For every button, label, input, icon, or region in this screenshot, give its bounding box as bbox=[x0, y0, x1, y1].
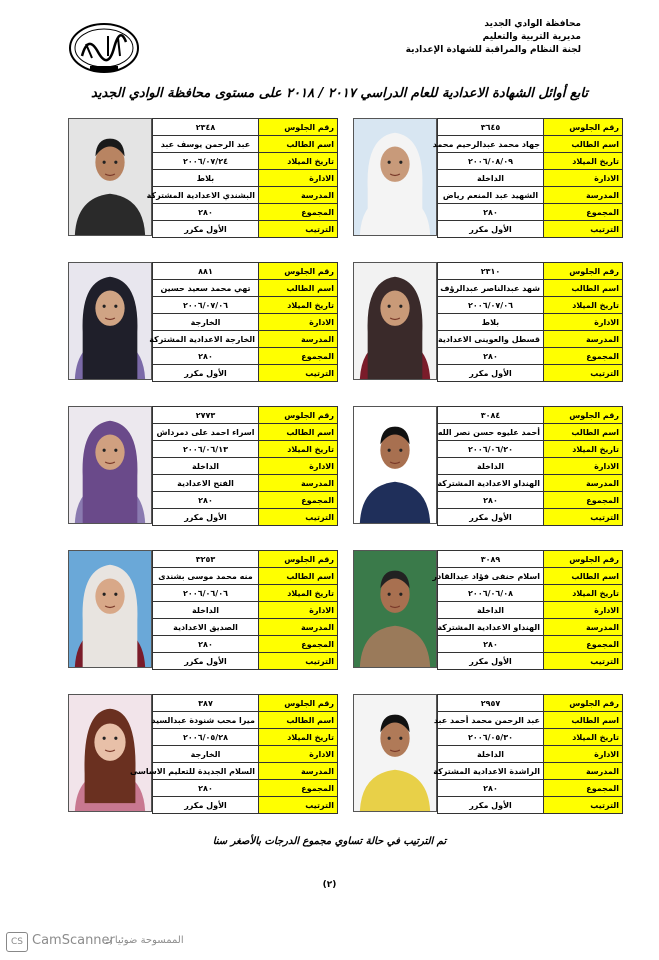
value-total: ٢٨٠ bbox=[153, 492, 259, 509]
value-school: البشندي الاعدادية المشتركة bbox=[153, 187, 259, 204]
value-admin: الخارجة bbox=[153, 746, 259, 763]
student-card bbox=[353, 262, 623, 382]
student-photo bbox=[68, 550, 152, 668]
value-seat: ٣٠٨٤ bbox=[438, 407, 544, 424]
label-rank: الترتيب bbox=[259, 221, 338, 238]
value-name: منه محمد موسى بشندى bbox=[153, 568, 259, 585]
value-admin: بلاط bbox=[438, 314, 544, 331]
label-school: المدرسة bbox=[259, 763, 338, 780]
label-birth: تاريخ الميلاد bbox=[544, 297, 623, 314]
label-name: اسم الطالب bbox=[544, 280, 623, 297]
info-row-rank bbox=[438, 221, 623, 238]
value-total: ٢٨٠ bbox=[153, 636, 259, 653]
camscanner-logo-icon: CS bbox=[6, 932, 28, 952]
value-rank: الأول مكرر bbox=[438, 797, 544, 814]
student-info-table bbox=[146, 118, 338, 238]
label-total: المجموع bbox=[544, 780, 623, 797]
student-card bbox=[68, 262, 338, 382]
value-total: ٢٨٠ bbox=[438, 780, 544, 797]
label-name: اسم الطالب bbox=[544, 424, 623, 441]
label-school: المدرسة bbox=[544, 331, 623, 348]
value-name: اسراء احمد على دمرداش bbox=[153, 424, 259, 441]
label-admin: الادارة bbox=[259, 458, 338, 475]
label-rank: الترتيب bbox=[544, 365, 623, 382]
label-admin: الادارة bbox=[259, 746, 338, 763]
page-number: (٢) bbox=[322, 880, 337, 890]
info-row-admin bbox=[438, 458, 623, 475]
label-rank: الترتيب bbox=[259, 653, 338, 670]
info-row-birth bbox=[438, 585, 623, 602]
value-birth: ٢٠٠٦/٠٦/٠٦ bbox=[153, 585, 259, 602]
label-seat: رقم الجلوس bbox=[259, 551, 338, 568]
value-seat: ٢٩٥٧ bbox=[438, 695, 544, 712]
label-name: اسم الطالب bbox=[259, 136, 338, 153]
info-row-total bbox=[153, 780, 338, 797]
info-row-seat bbox=[438, 551, 623, 568]
label-total: المجموع bbox=[259, 348, 338, 365]
label-admin: الادارة bbox=[544, 746, 623, 763]
info-row-school bbox=[438, 763, 623, 780]
label-rank: الترتيب bbox=[544, 221, 623, 238]
student-photo bbox=[353, 262, 437, 380]
info-row-total bbox=[153, 204, 338, 221]
label-seat: رقم الجلوس bbox=[259, 119, 338, 136]
camscanner-brand: CamScanner bbox=[32, 933, 115, 948]
value-school: الصديق الاعدادية bbox=[153, 619, 259, 636]
label-name: اسم الطالب bbox=[544, 712, 623, 729]
label-seat: رقم الجلوس bbox=[544, 119, 623, 136]
label-seat: رقم الجلوس bbox=[544, 263, 623, 280]
value-admin: الداخلة bbox=[438, 170, 544, 187]
info-row-admin bbox=[438, 746, 623, 763]
info-row-rank bbox=[153, 509, 338, 526]
label-admin: الادارة bbox=[544, 458, 623, 475]
value-seat: ٣٢٥٣ bbox=[153, 551, 259, 568]
info-row-birth bbox=[153, 297, 338, 314]
label-admin: الادارة bbox=[259, 602, 338, 619]
value-birth: ٢٠٠٦/٠٦/٢٠ bbox=[438, 441, 544, 458]
value-rank: الأول مكرر bbox=[153, 365, 259, 382]
info-row-total bbox=[438, 636, 623, 653]
label-school: المدرسة bbox=[544, 763, 623, 780]
info-row-total bbox=[153, 636, 338, 653]
value-total: ٢٨٠ bbox=[438, 204, 544, 221]
student-photo bbox=[353, 406, 437, 524]
student-info-table bbox=[433, 694, 623, 814]
info-row-admin bbox=[153, 746, 338, 763]
info-row-total bbox=[438, 492, 623, 509]
value-birth: ٢٠٠٦/٠٧/٢٤ bbox=[153, 153, 259, 170]
student-card bbox=[68, 118, 338, 238]
label-seat: رقم الجلوس bbox=[259, 407, 338, 424]
label-birth: تاريخ الميلاد bbox=[544, 729, 623, 746]
info-row-school bbox=[153, 475, 338, 492]
info-row-rank bbox=[438, 509, 623, 526]
info-row-name bbox=[438, 424, 623, 441]
value-rank: الأول مكرر bbox=[153, 221, 259, 238]
student-card bbox=[68, 550, 338, 670]
value-total: ٢٨٠ bbox=[438, 348, 544, 365]
info-row-seat bbox=[153, 263, 338, 280]
label-rank: الترتيب bbox=[259, 365, 338, 382]
value-name: عبد الرحمن يوسف عبد bbox=[153, 136, 259, 153]
header-line: محافظة الوادي الجديد bbox=[484, 19, 581, 29]
label-rank: الترتيب bbox=[259, 509, 338, 526]
student-card bbox=[353, 694, 623, 814]
student-info-table bbox=[149, 262, 338, 382]
header-line: لجنة النظام والمراقبة للشهادة الإعدادية bbox=[405, 45, 581, 55]
value-school: قسطل والعوينى الاعدادية bbox=[438, 331, 544, 348]
label-admin: الادارة bbox=[259, 314, 338, 331]
student-info-table bbox=[437, 406, 623, 526]
info-row-name bbox=[438, 136, 623, 153]
label-name: اسم الطالب bbox=[259, 712, 338, 729]
student-photo bbox=[353, 118, 437, 236]
value-seat: ٨٨١ bbox=[153, 263, 259, 280]
student-photo bbox=[68, 406, 152, 524]
label-admin: الادارة bbox=[544, 314, 623, 331]
value-total: ٢٨٠ bbox=[153, 348, 259, 365]
value-birth: ٢٠٠٦/٠٦/٠٨ bbox=[438, 585, 544, 602]
label-school: المدرسة bbox=[544, 475, 623, 492]
ranking-note: تم الترتيب في حالة تساوي مجموع الدرجات بالأصغر سنا bbox=[212, 836, 447, 847]
student-photo bbox=[68, 694, 152, 812]
label-school: المدرسة bbox=[544, 619, 623, 636]
header-institution bbox=[361, 18, 581, 57]
value-total: ٢٨٠ bbox=[153, 204, 259, 221]
label-seat: رقم الجلوس bbox=[544, 695, 623, 712]
value-birth: ٢٠٠٦/٠٦/١٣ bbox=[153, 441, 259, 458]
value-school: الهنداو الاعدادية المشتركة bbox=[438, 619, 544, 636]
info-row-name bbox=[153, 568, 338, 585]
page-title: تابع أوائل الشهادة الاعدادية للعام الدراسي ٢٠١٧ / ٢٠١٨ على مستوى محافظة الوادي الجديد bbox=[91, 86, 588, 101]
info-row-birth bbox=[153, 153, 338, 170]
info-row-birth bbox=[153, 729, 338, 746]
info-row-birth bbox=[153, 585, 338, 602]
info-row-total bbox=[438, 204, 623, 221]
label-seat: رقم الجلوس bbox=[544, 407, 623, 424]
value-admin: الداخلة bbox=[153, 458, 259, 475]
label-birth: تاريخ الميلاد bbox=[544, 585, 623, 602]
label-name: اسم الطالب bbox=[259, 424, 338, 441]
info-row-birth bbox=[438, 153, 623, 170]
info-row-rank bbox=[153, 365, 338, 382]
label-school: المدرسة bbox=[544, 187, 623, 204]
value-total: ٢٨٠ bbox=[438, 636, 544, 653]
label-total: المجموع bbox=[259, 636, 338, 653]
info-row-school bbox=[153, 619, 338, 636]
info-row-school bbox=[438, 475, 623, 492]
value-total: ٢٨٠ bbox=[153, 780, 259, 797]
info-row-school bbox=[153, 187, 338, 204]
info-row-seat bbox=[153, 551, 338, 568]
value-rank: الأول مكرر bbox=[153, 797, 259, 814]
value-birth: ٢٠٠٦/٠٨/٠٩ bbox=[438, 153, 544, 170]
info-row-name bbox=[153, 280, 338, 297]
value-admin: الداخلة bbox=[438, 746, 544, 763]
label-seat: رقم الجلوس bbox=[259, 263, 338, 280]
info-row-rank bbox=[438, 365, 623, 382]
value-rank: الأول مكرر bbox=[438, 221, 544, 238]
info-row-name bbox=[438, 712, 623, 729]
label-school: المدرسة bbox=[259, 331, 338, 348]
value-name: اسلام حنفى فؤاد عبدالقادر bbox=[438, 568, 544, 585]
label-school: المدرسة bbox=[259, 187, 338, 204]
label-total: المجموع bbox=[544, 204, 623, 221]
label-rank: الترتيب bbox=[259, 797, 338, 814]
info-row-total bbox=[153, 348, 338, 365]
value-name: شهد عبدالناصر عبدالرؤف bbox=[438, 280, 544, 297]
student-info-table bbox=[432, 118, 623, 238]
value-rank: الأول مكرر bbox=[438, 509, 544, 526]
student-info-table bbox=[432, 550, 623, 670]
value-admin: الداخلة bbox=[438, 602, 544, 619]
info-row-name bbox=[438, 280, 623, 297]
value-school: الراشدة الاعدادية المشتركة bbox=[438, 763, 544, 780]
info-row-admin bbox=[438, 170, 623, 187]
info-row-rank bbox=[438, 653, 623, 670]
label-seat: رقم الجلوس bbox=[544, 551, 623, 568]
label-total: المجموع bbox=[544, 492, 623, 509]
info-row-admin bbox=[153, 602, 338, 619]
info-row-birth bbox=[438, 297, 623, 314]
label-total: المجموع bbox=[544, 348, 623, 365]
value-name: ميرا محب شنودة عبدالسيد bbox=[153, 712, 259, 729]
student-info-table bbox=[129, 694, 338, 814]
student-photo bbox=[68, 118, 152, 236]
label-school: المدرسة bbox=[259, 619, 338, 636]
label-name: اسم الطالب bbox=[544, 568, 623, 585]
info-row-rank bbox=[153, 221, 338, 238]
value-school: الخارجة الاعدادية المشتركة bbox=[153, 331, 259, 348]
student-info-table bbox=[152, 550, 338, 670]
value-seat: ٣٨٧ bbox=[153, 695, 259, 712]
info-row-total bbox=[438, 780, 623, 797]
info-row-name bbox=[153, 424, 338, 441]
value-admin: الخارجة bbox=[153, 314, 259, 331]
info-row-birth bbox=[438, 729, 623, 746]
value-admin: الداخلة bbox=[438, 458, 544, 475]
info-row-school bbox=[153, 331, 338, 348]
value-seat: ٣٠٨٩ bbox=[438, 551, 544, 568]
value-admin: الداخلة bbox=[153, 602, 259, 619]
label-name: اسم الطالب bbox=[259, 280, 338, 297]
student-photo bbox=[353, 550, 437, 668]
value-name: جهاد محمد عبدالرحيم محمد bbox=[438, 136, 544, 153]
label-rank: الترتيب bbox=[544, 509, 623, 526]
student-card bbox=[68, 406, 338, 526]
value-school: الشهيد عبد المنعم رياض bbox=[438, 187, 544, 204]
student-card bbox=[353, 118, 623, 238]
value-seat: ٣٦٤٥ bbox=[438, 119, 544, 136]
student-info-table bbox=[437, 262, 623, 382]
value-total: ٢٨٠ bbox=[438, 492, 544, 509]
info-row-admin bbox=[438, 314, 623, 331]
info-row-school bbox=[153, 763, 338, 780]
label-admin: الادارة bbox=[259, 170, 338, 187]
value-birth: ٢٠٠٦/٠٧/٠٦ bbox=[438, 297, 544, 314]
value-seat: ٢٧٧٣ bbox=[153, 407, 259, 424]
info-row-school bbox=[438, 187, 623, 204]
info-row-seat bbox=[438, 695, 623, 712]
label-birth: تاريخ الميلاد bbox=[259, 729, 338, 746]
ministry-logo bbox=[68, 22, 140, 74]
label-birth: تاريخ الميلاد bbox=[259, 297, 338, 314]
value-seat: ٢٣١٠ bbox=[438, 263, 544, 280]
value-rank: الأول مكرر bbox=[438, 653, 544, 670]
value-admin: بلاط bbox=[153, 170, 259, 187]
info-row-seat bbox=[153, 695, 338, 712]
info-row-name bbox=[153, 712, 338, 729]
info-row-total bbox=[153, 492, 338, 509]
value-name: تهي محمد سعيد حسين bbox=[153, 280, 259, 297]
label-rank: الترتيب bbox=[544, 653, 623, 670]
info-row-seat bbox=[153, 119, 338, 136]
value-rank: الأول مكرر bbox=[153, 653, 259, 670]
label-total: المجموع bbox=[259, 204, 338, 221]
info-row-total bbox=[438, 348, 623, 365]
label-total: المجموع bbox=[259, 492, 338, 509]
info-row-seat bbox=[153, 407, 338, 424]
info-row-admin bbox=[153, 170, 338, 187]
label-birth: تاريخ الميلاد bbox=[544, 153, 623, 170]
info-row-seat bbox=[438, 263, 623, 280]
value-school: الفتح الاعدادية bbox=[153, 475, 259, 492]
label-admin: الادارة bbox=[544, 170, 623, 187]
student-photo bbox=[353, 694, 437, 812]
info-row-admin bbox=[438, 602, 623, 619]
label-rank: الترتيب bbox=[544, 797, 623, 814]
info-row-rank bbox=[438, 797, 623, 814]
value-birth: ٢٠٠٦/٠٥/٢٨ bbox=[153, 729, 259, 746]
label-birth: تاريخ الميلاد bbox=[259, 153, 338, 170]
info-row-birth bbox=[438, 441, 623, 458]
info-row-seat bbox=[438, 119, 623, 136]
student-info-table bbox=[152, 406, 338, 526]
label-total: المجموع bbox=[544, 636, 623, 653]
student-card bbox=[68, 694, 338, 814]
student-card bbox=[353, 550, 623, 670]
info-row-seat bbox=[438, 407, 623, 424]
header-line: مديرية التربية والتعليم bbox=[482, 32, 581, 42]
value-rank: الأول مكرر bbox=[153, 509, 259, 526]
label-birth: تاريخ الميلاد bbox=[259, 585, 338, 602]
info-row-birth bbox=[153, 441, 338, 458]
label-admin: الادارة bbox=[544, 602, 623, 619]
student-photo bbox=[68, 262, 152, 380]
info-row-admin bbox=[153, 314, 338, 331]
info-row-school bbox=[438, 619, 623, 636]
value-rank: الأول مكرر bbox=[438, 365, 544, 382]
label-name: اسم الطالب bbox=[544, 136, 623, 153]
label-seat: رقم الجلوس bbox=[259, 695, 338, 712]
value-birth: ٢٠٠٦/٠٥/٣٠ bbox=[438, 729, 544, 746]
student-card bbox=[353, 406, 623, 526]
label-birth: تاريخ الميلاد bbox=[259, 441, 338, 458]
info-row-name bbox=[153, 136, 338, 153]
value-seat: ٢٣٤٨ bbox=[153, 119, 259, 136]
label-name: اسم الطالب bbox=[259, 568, 338, 585]
value-school: السلام الجديدة للتعليم الاساسى bbox=[153, 763, 259, 780]
value-school: الهنداو الاعدادية المشتركة bbox=[438, 475, 544, 492]
value-name: أحمد عليوه حسن نصر الله bbox=[438, 424, 544, 441]
info-row-admin bbox=[153, 458, 338, 475]
camscanner-caption: الممسوحة ضوئيا بـ bbox=[106, 935, 184, 946]
value-name: عبد الرحمن محمد أحمد عبد bbox=[438, 712, 544, 729]
label-birth: تاريخ الميلاد bbox=[544, 441, 623, 458]
label-total: المجموع bbox=[259, 780, 338, 797]
info-row-rank bbox=[153, 797, 338, 814]
label-school: المدرسة bbox=[259, 475, 338, 492]
info-row-name bbox=[438, 568, 623, 585]
value-birth: ٢٠٠٦/٠٧/٠٦ bbox=[153, 297, 259, 314]
info-row-rank bbox=[153, 653, 338, 670]
info-row-school bbox=[438, 331, 623, 348]
